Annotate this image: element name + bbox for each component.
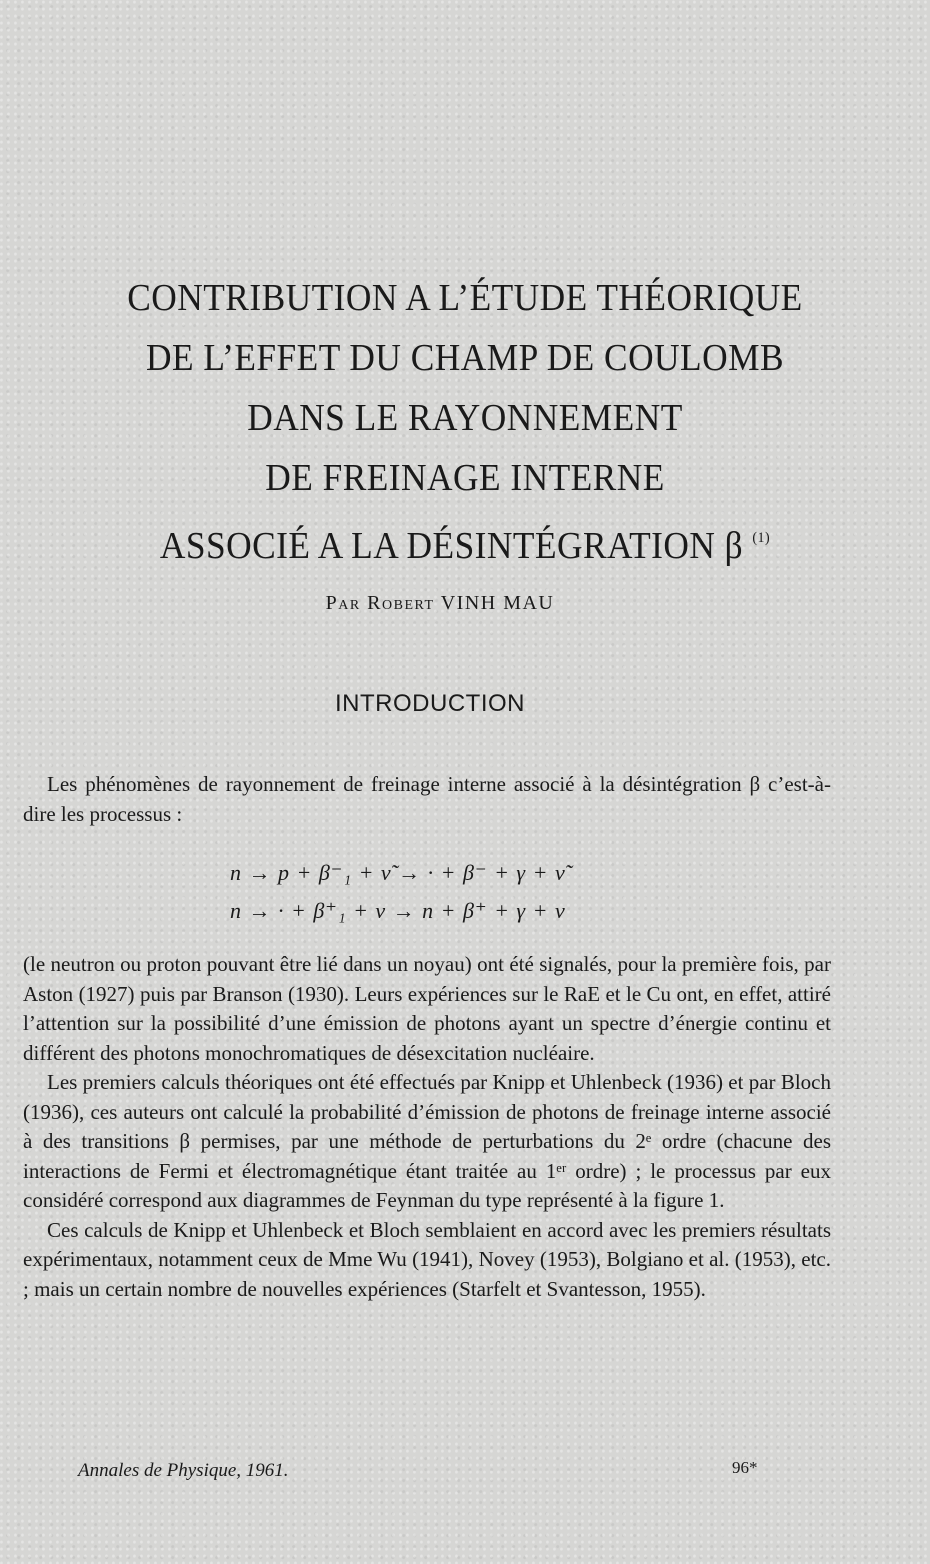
paragraph-text: (le neutron ou proton pouvant être lié dans un noyau) ont été signalés, pour la première fois, par Aston (1927) puis par Branson (1930). Leurs expériences sur le RaE et le Cu ont, en effet, attiré l’attention sur la possibilité d’une émission de photons ayant un spectre d’énergie continu et différent des photons monochromatiques de désexcitation nucléaire. (23, 952, 831, 1065)
title-footnote-mark: (1) (752, 530, 771, 546)
paragraph-text: Ces calculs de Knipp et Uhlenbeck et Bloch semblaient en accord avec les premiers résultats expérimentaux, notamment ceux de Mme Wu (1941), Novey (1953), Bolgiano et al. (1953), etc. ; mais un certain nombre de nouvelles expériences (Starfelt et Svantesson, 1955). (23, 1217, 831, 1301)
author-prefix: Par Robert (325, 592, 435, 614)
title-line: CONTRIBUTION A L’ÉTUDE THÉORIQUE (127, 277, 803, 319)
section-heading: INTRODUCTION (335, 690, 525, 717)
journal-footer: Annales de Physique, 1961. (78, 1460, 289, 1481)
title-line (70, 508, 861, 576)
title-line-text: ASSOCIÉ A LA DÉSINTÉGRATION β (159, 525, 744, 567)
title-line: DANS LE RAYONNEMENT (247, 397, 683, 439)
paragraph-text: Les phénomènes de rayonnement de freinage interne associé à la désintégration β c’est-à-dire les processus : (23, 772, 831, 826)
equation-beta-plus: n → · + β⁺₁ + ν → n + β⁺ + γ + ν (230, 898, 566, 923)
page-number: 96* (732, 1458, 758, 1477)
paragraph-text: Les premiers calculs théoriques ont été effectués par Knipp et Uhlenbeck (1936) et par Bloch (1936), ces auteurs ont calculé la probabilité d’émission de photons de freinage interne associé à des transitions β permises, par une méthode de perturbations du 2ᵉ ordre (chacune des interactions de Fermi et électromagnétique étant traitée au 1ᵉʳ ordre) ; le processus par eux considéré correspond aux diagrammes de Feynman du type représenté à la figure 1. (23, 1070, 831, 1212)
article-title (70, 268, 861, 576)
author-name: VINH MAU (440, 592, 555, 614)
author-line (0, 592, 880, 615)
body-text (23, 950, 831, 1304)
title-line: DE L’EFFET DU CHAMP DE COULOMB (145, 337, 785, 379)
title-line: DE FREINAGE INTERNE (265, 457, 665, 499)
equation-beta-minus: n → p + β⁻₁ + ν̃ → · + β⁻ + γ + ν̃ (230, 860, 566, 885)
paragraph-intro (23, 770, 831, 829)
